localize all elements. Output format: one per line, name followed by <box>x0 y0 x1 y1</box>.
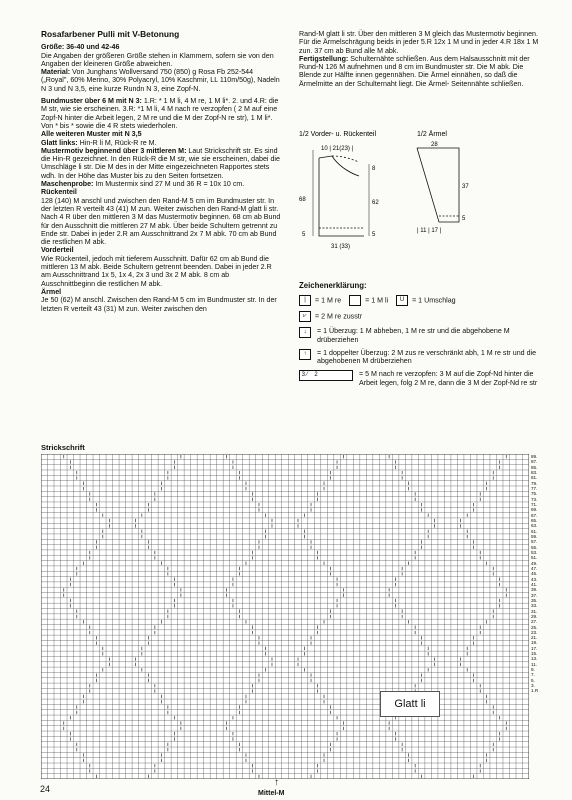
row-number: 69. <box>531 507 538 513</box>
material-text: Von Junghans Wollversand 750 (850) g Rosa Fb 252-544 („Royal", 60% Merino, 30% Polyacryl, 10% Kaschmir, LL 110m/50g), Nadeln N 3 und N 3,5, eine kurze Rundn N 3, eine Zopf-N. <box>41 68 280 93</box>
row-number: 67. <box>531 512 538 518</box>
row-number-column <box>531 454 538 694</box>
symbol-legend <box>299 282 549 392</box>
row-number: 81. <box>531 475 538 481</box>
arrow-up-icon: ↑ <box>274 777 279 788</box>
glatt-li-label: Glatt li <box>380 691 440 717</box>
row-number: 47. <box>531 565 538 571</box>
row-number: 3. <box>531 683 535 689</box>
row-number: 21. <box>531 635 538 641</box>
row-number: 87. <box>531 459 538 465</box>
fert-text: Schulternähte schließen. Aus dem Halsausschnitt mit der Rund-N 126 M aufnehmen und 8 cm im Bundmuster str. Die M abk. Die Blende zur Hälfte innen gegennähen. Die Ärmel einnähen, so daß die Ärmelmitte an der Schulternaht liegt. Die Ärmel- Seitennähte schließen. <box>299 54 530 88</box>
row-number: 35. <box>531 597 538 603</box>
sleeve-dim-37: 37 <box>462 184 469 190</box>
row-number: 41. <box>531 581 538 587</box>
right-text-column <box>299 30 539 88</box>
pattern-schematics <box>299 128 544 278</box>
legend-cable: = 5 M nach re verzopfen: 3 M auf die Zopf-Nd hinter die Arbeit legen, folg 2 M re, dann die 3 M der Zopf-Nd re str <box>359 370 538 387</box>
maschen-label: Maschenprobe: <box>41 180 94 189</box>
sizes-label: Größe: 36-40 und 42-46 <box>41 43 120 52</box>
body-schema-title: 1/2 Vorder- u. Rückenteil <box>299 131 377 138</box>
skp-symbol-icon: ↓ <box>299 327 311 338</box>
double-decrease-symbol-icon: ↑ <box>299 349 311 360</box>
legend-knit: = 1 M re <box>315 296 342 305</box>
row-number: 5. <box>531 677 535 683</box>
glatt-text: Hin-R li M, Rück-R re M. <box>79 138 157 147</box>
purl-symbol-icon <box>349 295 361 306</box>
body-dim-62: 62 <box>372 200 379 206</box>
glatt-paragraph <box>41 139 281 147</box>
yarn-over-symbol-icon: U <box>396 295 408 306</box>
sleeve-schema <box>417 148 459 222</box>
maschen-text: Im Mustermix sind 27 M und 36 R = 10x 10 cm. <box>95 180 245 189</box>
legend-row-cable <box>299 370 549 387</box>
vorder-heading: Vorderteil <box>41 246 74 255</box>
body-dim-31: 31 (33) <box>331 244 351 250</box>
row-number: 75. <box>531 491 538 497</box>
bund-paragraph <box>41 97 281 130</box>
legend-row-skp <box>299 327 549 344</box>
row-number: 9. <box>531 667 535 673</box>
aermel-heading: Ärmel <box>41 287 62 296</box>
row-number: 19. <box>531 640 538 646</box>
bund-text: 1.R: * 1 M li, 4 M re, 1 M li*. 2. und 4.R: die M str, wie sie erscheinen. 3.R: *1 M li, 4 M nach re verzopfen ( 2 M auf eine Zopf-N hinter die Arbeit legen, 2 M re und die M der Zopf-N re str), 1 M li*. Von * bis * sowie die 4 R stets wiederholen. <box>41 97 279 130</box>
bund-label: Bundmuster über 6 M mit N 3: <box>41 97 142 106</box>
material-paragraph <box>41 68 281 93</box>
row-number: 7. <box>531 672 535 678</box>
motiv-paragraph <box>41 147 281 180</box>
motiv-text: Laut Strickschrift str. Es sind die Hin-R gezeichnet. In den Rück-R die M str, wie sie erscheinen, dabei die Umschläge li str. Die M des in der Mitte eingezeichneten Rapportes stets wdh. In der Höhe das Muster bis zu den Seiten fortsetzen. <box>41 146 280 180</box>
rueck-heading: Rückenteil <box>41 188 77 197</box>
row-number: 77. <box>531 485 538 491</box>
row-number: 29. <box>531 613 538 619</box>
row-number: 73. <box>531 496 538 502</box>
sleeve-dim-28: 28 <box>431 142 438 148</box>
vorder-text: Wie Rückenteil, jedoch mit tieferem Ausschnitt. Dafür 62 cm ab Bund die mittleren 13 M abk. Beide Schultern getrennt beenden. Dabei in jeder 2.R am Ausschnittrand 1x 5, 1x 4, 2x 3 und 3x 2 M abk. 8 cm ab Ausschnittbeginn die restlichen M abk. <box>41 254 272 288</box>
knitting-chart <box>41 454 529 779</box>
motiv-label: Mustermotiv beginnend über 3 mittleren M: <box>41 146 187 155</box>
row-number: 17. <box>531 645 538 651</box>
row-number: 23. <box>531 629 538 635</box>
row-number: 37. <box>531 592 538 598</box>
row-number: 51. <box>531 555 538 561</box>
cable-symbol-right-count: 2 <box>314 372 318 379</box>
row-number: 49. <box>531 560 538 566</box>
chart-title: Strickschrift <box>41 443 85 452</box>
chart-grid <box>41 454 529 779</box>
row-number: 13. <box>531 656 538 662</box>
knit-symbol-icon: | <box>299 295 311 306</box>
row-number: 57. <box>531 539 538 545</box>
cable-symbol-left-count: 3 <box>301 372 306 379</box>
legend-row-basic <box>299 295 549 306</box>
aermel-text: Je 50 (62) M anschl. Zwischen den Rand-M 5 cm im Bundmuster str. In der letzten R verteilt 43 (31) M zun. Weiter zwischen den <box>41 296 277 313</box>
glatt-label: Glatt links: <box>41 138 78 147</box>
legend-title: Zeichenerklärung: <box>299 281 367 290</box>
body-dim-68: 68 <box>299 197 306 203</box>
sleeve-dim-5: 5 <box>462 216 466 222</box>
row-number: 79. <box>531 480 538 486</box>
body-schema <box>313 150 369 236</box>
others-label: Alle weiteren Muster mit N 3,5 <box>41 130 142 139</box>
row-number: 27. <box>531 619 538 625</box>
sizes-text: Die Angaben der größeren Größe stehen in Klammern, sofern sie von den Angaben der kleineren Größe abweichen. <box>41 51 274 68</box>
row-number: 31. <box>531 608 538 614</box>
row-number: 85. <box>531 464 538 470</box>
body-dim-5-right: 5 <box>372 232 376 238</box>
sleeve-schema-title: 1/2 Ärmel <box>417 131 447 138</box>
row-number: 11. <box>531 661 538 667</box>
row-number: 71. <box>531 501 538 507</box>
fert-paragraph <box>299 55 539 88</box>
material-label: Material: <box>41 68 71 77</box>
page-number: 24 <box>40 784 51 794</box>
left-text-column <box>41 30 281 313</box>
row-number: 33. <box>531 603 538 609</box>
legend-double-decrease: = 1 doppelter Überzug: 2 M zus re verschränkt abh, 1 M re str und die abgehobenen M drüberziehen <box>317 348 537 366</box>
row-number: 55. <box>531 544 538 550</box>
row-number-first: 1.R <box>531 688 539 694</box>
row-number: 89. <box>531 454 538 459</box>
sleeve-bottom-dims: | 11 | 17 | <box>417 228 442 234</box>
legend-yarn-over: = 1 Umschlag <box>412 296 456 305</box>
legend-row-k2tog <box>299 311 549 322</box>
row-number: 15. <box>531 651 538 657</box>
legend-skp: = 1 Überzug: 1 M abheben, 1 M re str und die abgehobene M drüberziehen <box>317 327 510 344</box>
row-number: 25. <box>531 624 538 630</box>
fert-label: Fertigstellung: <box>299 54 349 63</box>
maschen-paragraph <box>41 180 281 188</box>
body-top-dims: 10 | 21(23) | <box>321 146 354 152</box>
body-dim-8: 8 <box>372 166 376 172</box>
row-number: 45. <box>531 571 538 577</box>
row-number: 39. <box>531 587 538 593</box>
row-number: 43. <box>531 576 538 582</box>
legend-purl: = 1 M li <box>365 296 389 305</box>
row-number: 59. <box>531 533 538 539</box>
center-stitch-label: Mittel-M <box>258 790 285 797</box>
row-number: 61. <box>531 528 538 534</box>
row-number: 83. <box>531 469 538 475</box>
rueck-text: 128 (140) M anschl und zwischen den Rand-M 5 cm im Bundmuster str. In der letzten R verteilt 43 (41) M zun. Weiter zwischen den Rand-M glatt li str. Nach 4 R über den mittleren 3 M das Mustermotiv beginnen. 68 cm ab Bund für den Ausschnitt die mittleren 27 M abk. Über beide Schultern getrennt zu Ende str. Dabei in jeder 2.R am Ausschnittrand 2x 7 M abk. 70 cm ab Bund die restlichen M abk. <box>41 196 281 247</box>
cable-symbol-icon: 3 ⁄ 2 <box>299 370 353 381</box>
body-dim-5-left: 5 <box>302 232 306 238</box>
article-title: Rosafarbener Pulli mit V-Betonung <box>41 29 180 39</box>
row-number: 53. <box>531 549 538 555</box>
row-number: 63. <box>531 523 538 529</box>
k2tog-symbol-icon: ⩗ <box>299 311 311 322</box>
sleeve-continued-text: Rand-M glatt li str. Über den mittleren 3 M gleich das Mustermotiv beginnen. Für die Ärmelschrägung beids in jeder 5.R 12x 1 M und in jeder 4.R 18x 1 M zun. 37 cm ab Bund alle M abk. <box>299 30 539 55</box>
row-number: 65. <box>531 517 538 523</box>
legend-k2tog: = 2 M re zusstr <box>315 312 363 321</box>
legend-row-double-decrease <box>299 349 549 366</box>
